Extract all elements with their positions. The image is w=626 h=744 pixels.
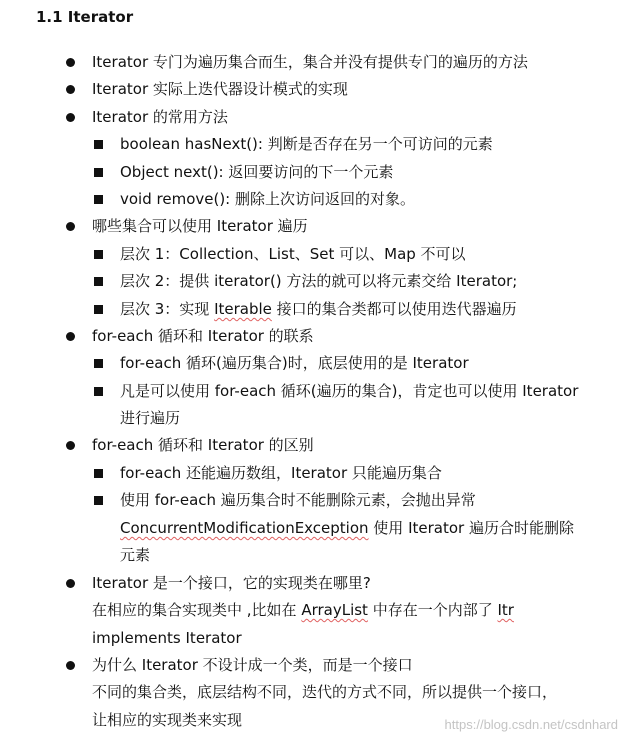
bullet-dot: [66, 332, 75, 341]
bullet-dot: [66, 85, 75, 94]
bullet-7-para-1: [92, 596, 514, 624]
spellcheck-word: Itr: [497, 601, 514, 619]
sub-bullet-square: [94, 140, 103, 149]
bullet-7-para-2: implements Iterator: [92, 629, 242, 647]
bullet-8-para-1: 不同的集合类，底层结构不同，迭代的方式不同，所以提供一个接口，: [92, 683, 558, 701]
sub-bullet-square: [94, 168, 103, 177]
watermark: https://blog.csdn.net/csdnhard: [444, 717, 618, 732]
sub-bullet-square: [94, 305, 103, 314]
bullet-3-text: Iterator 的常用方法: [92, 108, 228, 126]
bullet-dot: [66, 661, 75, 670]
bullet-4-sub-2: 层次 2：提供 iterator() 方法的就可以将元素交给 Iterator;: [120, 272, 518, 290]
bullet-4-sub-3: [120, 295, 517, 323]
bullet-dot: [66, 222, 75, 231]
bullet-6-sub-2-line-1: 使用 for-each 遍历集合时不能删除元素，会抛出异常: [120, 491, 476, 509]
text-run: 在相应的集合实现类中 ,比如在: [92, 601, 302, 619]
bullet-dot: [66, 113, 75, 122]
bullet-1-text: Iterator 专门为遍历集合而生，集合并没有提供专门的遍历的方法: [92, 53, 528, 71]
spellcheck-word: Iterable: [214, 300, 272, 318]
bullet-5-sub-2-line-1: 凡是可以使用 for-each 循环(遍历的集合)，肯定也可以使用 Iterator: [120, 382, 579, 400]
bullet-3-sub-2: Object next(): 返回要访问的下一个元素: [120, 163, 394, 181]
sub-bullet-square: [94, 250, 103, 259]
bullet-5-text: for-each 循环和 Iterator 的联系: [92, 327, 314, 345]
bullet-5-sub-1: for-each 循环(遍历集合)时，底层使用的是 Iterator: [120, 354, 469, 372]
bullet-dot: [66, 579, 75, 588]
bullet-8-para-2: 让相应的实现类来实现: [92, 711, 243, 729]
bullet-4-sub-1: 层次 1：Collection、List、Set 可以、Map 不可以: [120, 245, 466, 263]
bullet-4-text: 哪些集合可以使用 Iterator 遍历: [92, 217, 308, 235]
text-run: 使用 Iterator 遍历合时能删除: [368, 519, 574, 537]
bullet-3-sub-3: void remove(): 删除上次访问返回的对象。: [120, 190, 415, 208]
spellcheck-word: ArrayList: [301, 601, 368, 619]
text-run: 层次 3：实现: [120, 300, 215, 318]
text-run: 中存在一个内部了: [367, 601, 498, 619]
bullet-5-sub-2-line-2: 进行遍历: [120, 409, 181, 427]
bullet-8-text: 为什么 Iterator 不设计成一个类，而是一个接口: [92, 656, 413, 674]
bullet-7-text: Iterator 是一个接口，它的实现类在哪里?: [92, 574, 371, 592]
bullet-6-sub-1: for-each 还能遍历数组，Iterator 只能遍历集合: [120, 464, 442, 482]
bullet-6-sub-2-line-2: [120, 514, 574, 542]
sub-bullet-square: [94, 387, 103, 396]
bullet-6-text: for-each 循环和 Iterator 的区别: [92, 436, 314, 454]
sub-bullet-square: [94, 195, 103, 204]
bullet-2-text: Iterator 实际上迭代器设计模式的实现: [92, 80, 348, 98]
section-heading: 1.1 Iterator: [36, 8, 134, 26]
bullet-dot: [66, 58, 75, 67]
sub-bullet-square: [94, 359, 103, 368]
text-run: 接口的集合类都可以使用迭代器遍历: [271, 300, 517, 318]
sub-bullet-square: [94, 277, 103, 286]
sub-bullet-square: [94, 469, 103, 478]
spellcheck-word: ConcurrentModificationException: [120, 519, 369, 537]
sub-bullet-square: [94, 496, 103, 505]
bullet-6-sub-2-line-3: 元素: [120, 546, 151, 564]
bullet-3-sub-1: boolean hasNext(): 判断是否存在另一个可访问的元素: [120, 135, 493, 153]
bullet-dot: [66, 441, 75, 450]
